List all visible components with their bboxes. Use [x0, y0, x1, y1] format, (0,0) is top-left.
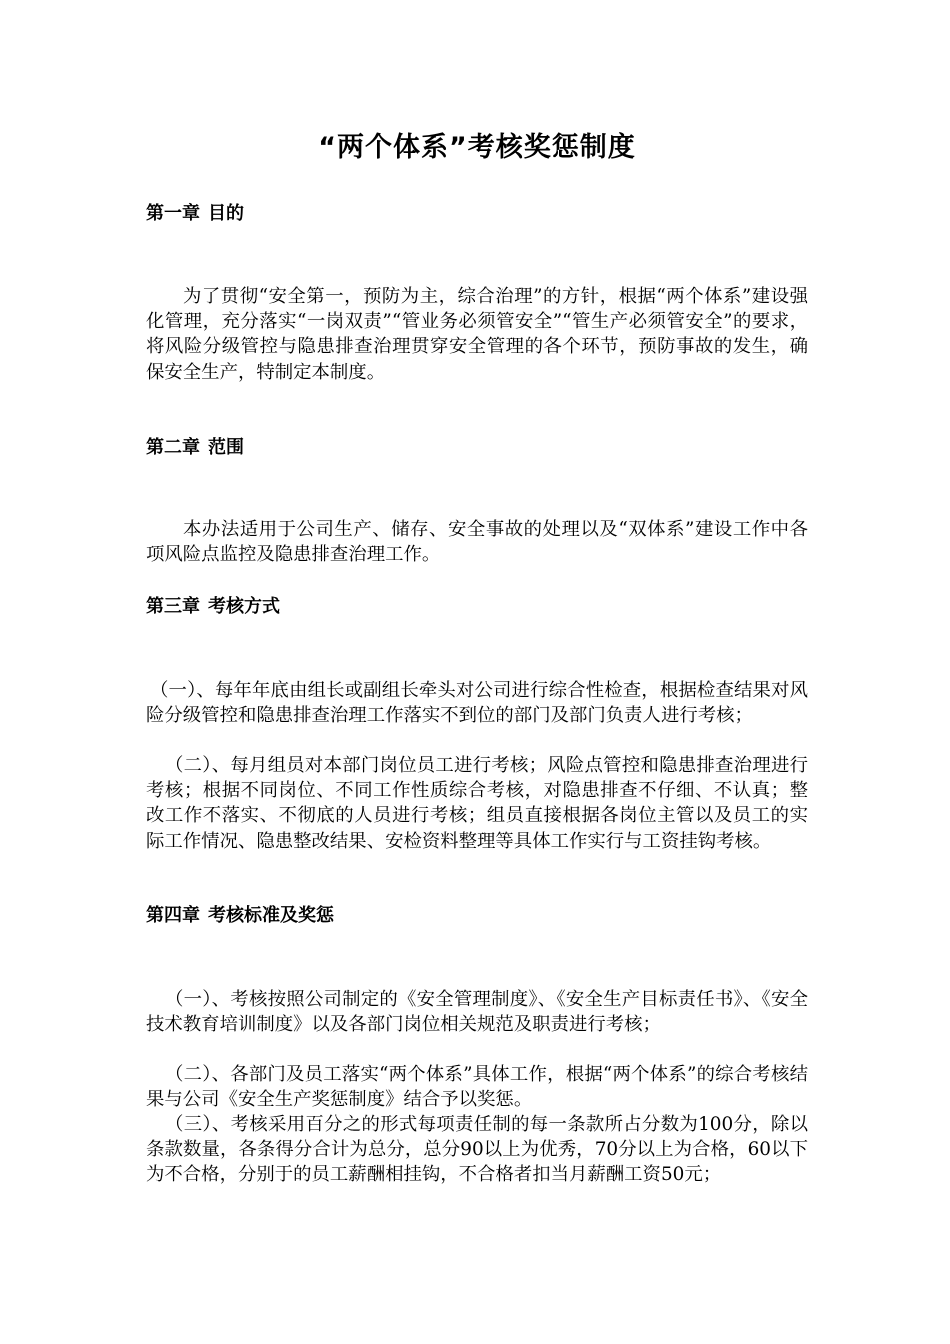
chapter-4-number: 第四章: [146, 905, 200, 926]
chapter-2-number: 第二章: [146, 437, 200, 458]
chapter-3-paragraph-2: （二）、每月组员对本部门岗位员工进行考核；风险点管控和隐患排查治理进行考核；根据不同岗位、不同工作性质综合考核，对隐患排查不仔细、不认真；整改工作不落实、不彻底的人员进行考核；组员直接根据各岗位主管以及员工的实际工作情况、隐患整改结果、安检资料整理等具体工作实行与工资挂钩考核。: [146, 755, 808, 852]
chapter-1-number: 第一章: [146, 203, 200, 224]
chapter-3-heading: [146, 594, 280, 620]
chapter-2-name: 范围: [208, 437, 244, 458]
chapter-1-paragraph-1: 为了贯彻“安全第一，预防为主，综合治理”的方针，根据“两个体系”建设强化管理，充分落实“一岗双责”“管业务必须管安全”“管生产必须管安全”的要求，将风险分级管控与隐患排查治理贯穿安全管理的各个环节，预防事故的发生，确保安全生产，特制定本制度。: [146, 286, 808, 383]
chapter-1-heading: [146, 201, 244, 227]
chapter-4-paragraph-3: （三）、考核采用百分之的形式每项责任制的每一条款所占分数为100分，除以条款数量，各条得分合计为总分，总分90以上为优秀，70分以上为合格，60以下为不合格，分别于的员工薪酬相挂钩，不合格者扣当月薪酬工资50元；: [146, 1114, 808, 1186]
document-page: [146, 0, 808, 1344]
chapter-1-name: 目的: [208, 203, 244, 224]
document-title: “两个体系”考核奖惩制度: [318, 132, 636, 163]
chapter-4-name: 考核标准及奖惩: [208, 905, 334, 926]
chapter-4-paragraph-1: （一）、考核按照公司制定的《安全管理制度》、《安全生产目标责任书》、《安全技术教育培训制度》以及各部门岗位相关规范及职责进行考核；: [146, 989, 808, 1036]
chapter-2-heading: [146, 435, 244, 461]
chapter-3-paragraph-1: （一）、每年年底由组长或副组长牵头对公司进行综合性检查，根据检查结果对风险分级管控和隐患排查治理工作落实不到位的部门及部门负责人进行考核；: [146, 680, 808, 727]
chapter-4-paragraph-2: （二）、各部门及员工落实“两个体系”具体工作，根据“两个体系”的综合考核结果与公司《安全生产奖惩制度》结合予以奖惩。: [146, 1064, 808, 1111]
chapter-2-paragraph-1: 本办法适用于公司生产、储存、安全事故的处理以及“双体系”建设工作中各项风险点监控及隐患排查治理工作。: [146, 519, 808, 566]
chapter-4-heading: [146, 903, 334, 929]
chapter-3-number: 第三章: [146, 596, 200, 617]
chapter-3-name: 考核方式: [208, 596, 280, 617]
